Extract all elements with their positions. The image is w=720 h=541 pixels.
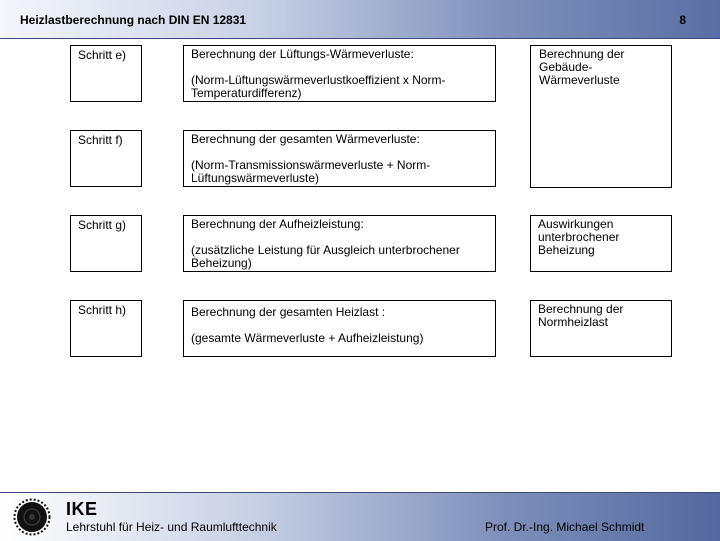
step-detail: (zusätzliche Leistung für Ausgleich unterbrochener Beheizung): [191, 243, 460, 270]
step-description-e: [183, 45, 496, 102]
institute-name: IKE: [66, 499, 98, 519]
note-standard-heat-load: [530, 300, 672, 357]
note-interrupted-heating: [530, 215, 672, 272]
step-description-f: [183, 130, 496, 187]
step-heading: Berechnung der Lüftungs-Wärmeverluste:: [191, 47, 414, 61]
step-label-e: [70, 45, 142, 102]
step-label-text: Schritt e): [78, 48, 127, 62]
footer-bar: [0, 492, 720, 541]
chair-name: Lehrstuhl für Heiz- und Raumlufttechnik: [66, 520, 277, 534]
step-detail: (Norm-Transmissionswärmeverluste + Norm-Lüftungswärmeverluste): [191, 158, 431, 185]
slide-title: Heizlastberechnung nach DIN EN 12831: [20, 13, 247, 27]
step-heading: Berechnung der gesamten Wärmeverluste:: [191, 132, 420, 146]
step-label-text: Schritt h): [78, 303, 127, 317]
step-label-text: Schritt g): [78, 218, 127, 232]
step-label-g: [70, 215, 142, 272]
note-text: Berechnung der Normheizlast: [538, 302, 624, 329]
note-building-losses: [530, 45, 672, 188]
ike-logo-icon: [13, 497, 51, 537]
note-text: Berechnung der Gebäude-Wärmeverluste: [539, 47, 625, 87]
step-label-h: [70, 300, 142, 357]
step-label-f: [70, 130, 142, 187]
note-text: Auswirkungen unterbrochener Beheizung: [538, 217, 620, 257]
step-description-h: [183, 300, 496, 357]
step-detail: (Norm-Lüftungswärmeverlustkoeffizient x Norm-Temperaturdifferenz): [191, 73, 446, 100]
step-detail: (gesamte Wärmeverluste + Aufheizleistung): [191, 331, 424, 345]
step-heading: Berechnung der gesamten Heizlast :: [191, 305, 386, 319]
step-heading: Berechnung der Aufheizleistung:: [191, 217, 364, 231]
page-number: 8: [679, 13, 686, 27]
professor-name: Prof. Dr.-Ing. Michael Schmidt: [485, 520, 645, 534]
step-label-text: Schritt f): [78, 133, 123, 147]
step-description-g: [183, 215, 496, 272]
header-bar: [0, 0, 720, 39]
